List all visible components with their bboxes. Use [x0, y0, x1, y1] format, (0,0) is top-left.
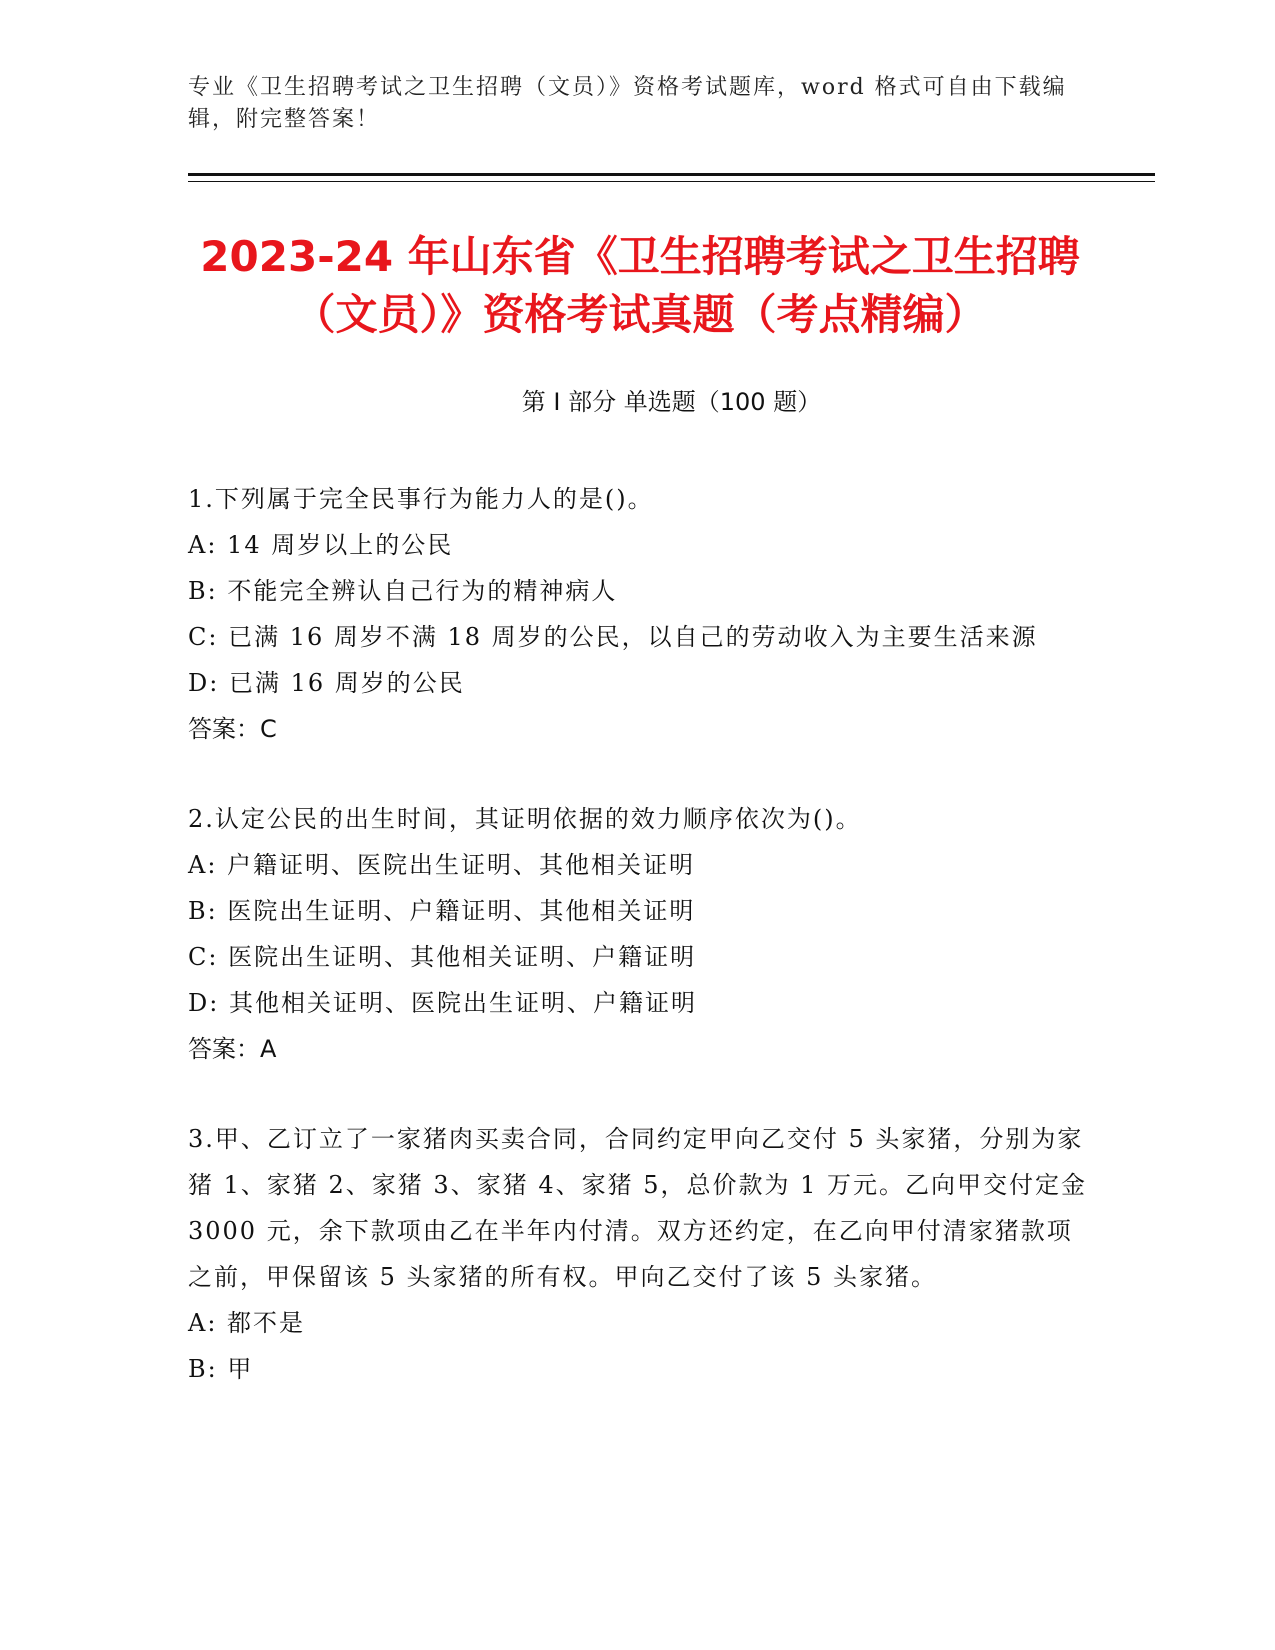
question-list [188, 476, 1088, 1436]
question-stem: 2.认定公民的出生时间，其证明依据的效力顺序依次为()。 [188, 805, 862, 833]
section-heading: 第 I 部分 单选题（100 题） [521, 388, 822, 416]
option-d: D: 已满 16 周岁的公民 [188, 669, 465, 697]
option-a: A: 14 周岁以上的公民 [188, 531, 454, 559]
header-note: 专业《卫生招聘考试之卫生招聘（文员）》资格考试题库，word 格式可自由下载编辑，附完整答案！ [188, 75, 1067, 132]
question-stem: 3.甲、乙订立了一家猪肉买卖合同，合同约定甲向乙交付 5 头家猪，分别为家猪 1、家猪 2、家猪 3、家猪 4、家猪 5，总价款为 1 万元。乙向甲交付定金 3000 元，余下款项由乙在半年内付清。双方还约定，在乙向甲付清家猪款项之前，甲保留该 5 头家猪的所有权。甲向乙交付了该 5 头家猪。 [188, 1125, 1088, 1291]
question-1 [188, 476, 1088, 752]
option-a: A: 户籍证明、医院出生证明、其他相关证明 [188, 851, 696, 879]
option-d: D: 其他相关证明、医院出生证明、户籍证明 [188, 989, 697, 1017]
option-b: B: 不能完全辨认自己行为的精神病人 [188, 577, 618, 605]
document-title: 2023-24 年山东省《卫生招聘考试之卫生招聘（文员）》资格考试真题（考点精编） [200, 232, 1080, 339]
option-b: B: 医院出生证明、户籍证明、其他相关证明 [188, 897, 696, 925]
option-a: A: 都不是 [188, 1309, 306, 1337]
question-stem: 1.下列属于完全民事行为能力人的是()。 [188, 485, 654, 513]
question-2 [188, 796, 1088, 1072]
header-divider-thin [188, 181, 1155, 182]
option-c: C: 已满 16 周岁不满 18 周岁的公民，以自己的劳动收入为主要生活来源 [188, 623, 1038, 651]
option-c: C: 医院出生证明、其他相关证明、户籍证明 [188, 943, 697, 971]
option-b: B: 甲 [188, 1355, 254, 1383]
question-3 [188, 1116, 1088, 1392]
answer-label: 答案：A [188, 1035, 277, 1063]
answer-label: 答案：C [188, 715, 277, 743]
header-divider-thick [188, 173, 1155, 176]
